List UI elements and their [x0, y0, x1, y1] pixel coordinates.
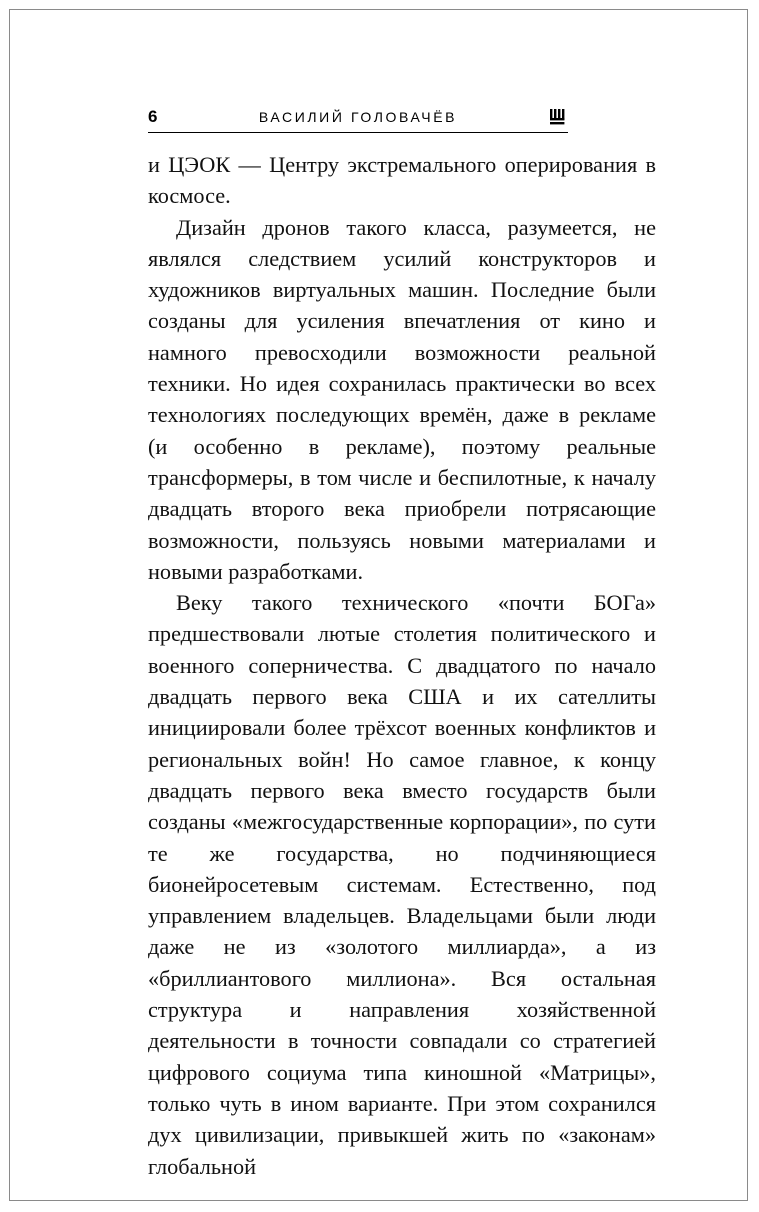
paragraph-1: и ЦЭОК — Центру экстремального оперирования в космосе. — [148, 152, 656, 209]
paragraph-3: Веку такого технического «почти БОГа» предшествовали лютые столетия политического и военного соперничества. С двадцатого по начало двадцать первого века США и их сателлиты инициировали более трёхсот военных конфликтов и региональных войн! Но самое главное, к концу двадцать первого века вместо государств были созданы «межгосударственные корпорации», по сути те же государства, но подчиняющиеся бионейросетевым системам. Естественно, под управлением владельцев. Владельцами были люди даже не из «золотого миллиарда», а из «бриллиантового миллиона». Вся остальная структура и направления хозяйственной деятельности в точности совпадали со стратегией цифрового социума типа киношной «Матрицы», только чуть в ином варианте. При этом сохранился дух цивилизации, привыкшей жить по «законам» глобальной — [148, 590, 656, 1179]
body-text — [148, 149, 656, 1182]
page-number: 6 — [148, 107, 158, 126]
author-name: ВАСИЛИЙ ГОЛОВАЧЁВ — [258, 109, 458, 125]
publisher-logo-icon — [549, 108, 565, 125]
paragraph-2: Дизайн дронов такого класса, разумеется, не являлся следствием усилий конструкторов и художников виртуальных машин. Последние были созданы для усиления впечатления от кино и намного превосходили возможности реальной техники. Но идея сохранилась практически во всех технологиях последующих времён, даже в рекламе (и особенно в рекламе), поэтому реальные трансформеры, в том числе и беспилотные, к началу двадцать второго века приобрели потрясающие возможности, пользуясь новыми материалами и новыми разработками. — [148, 214, 656, 584]
running-head — [148, 103, 568, 133]
